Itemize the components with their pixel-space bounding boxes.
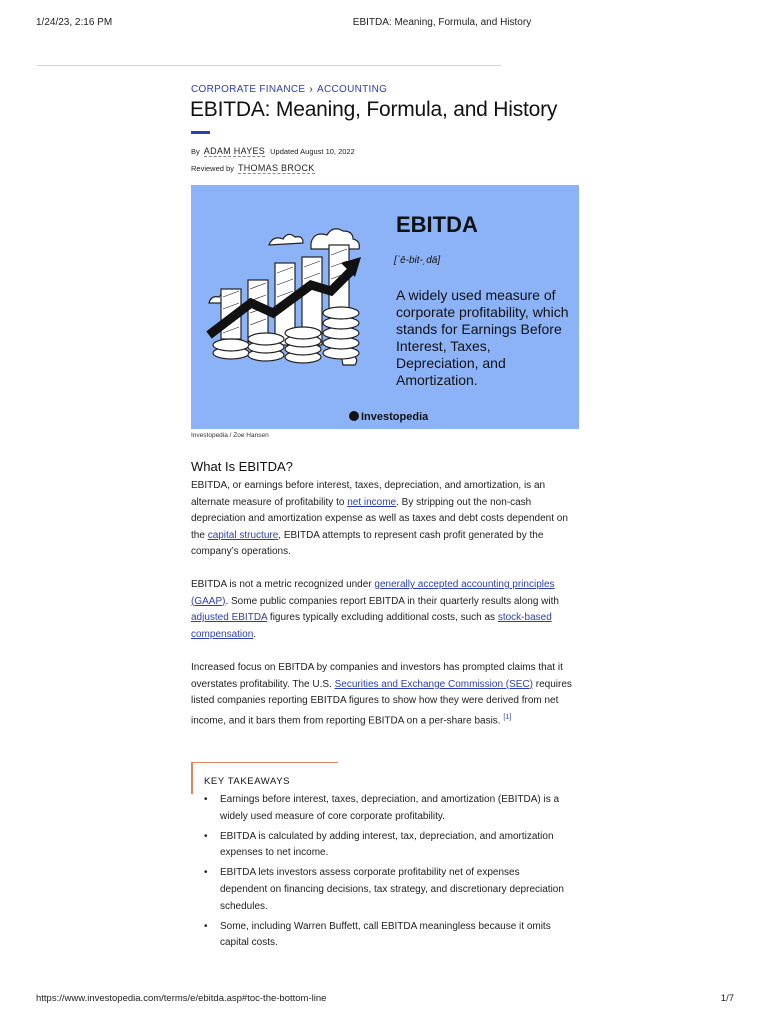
p1-text-c: , EBITDA attempts to represent cash profit generated by the company’s operations. <box>191 529 544 558</box>
link-capital-structure[interactable]: capital structure <box>207 529 279 541</box>
p2-text-d: . <box>253 628 257 640</box>
chart-illustration-icon <box>191 185 391 429</box>
print-title: EBITDA: Meaning, Formula, and History <box>352 17 532 28</box>
list-item: • EBITDA lets investors assess corporate profitability net of expenses dependent on financing decisions, tax strategy, and discretionary depreciation schedules. <box>204 865 564 915</box>
hero-definition: A widely used measure of corporate profitability, which stands for Earnings Before Interest, Taxes, Depreciation, and Amortization. <box>396 287 569 388</box>
paragraph-1 <box>191 478 583 561</box>
reviewer-link[interactable]: THOMAS BROCK <box>237 163 315 173</box>
p2-text-a: EBITDA is not a metric recognized under <box>191 579 375 590</box>
hero-pronunciation: [ˈē-bit-ˌdä] <box>394 255 441 266</box>
page-title: EBITDA: Meaning, Formula, and History <box>190 98 558 121</box>
by-label: By <box>191 147 200 156</box>
chevron-right-icon: › <box>309 84 314 95</box>
updated-date: Updated August 10, 2022 <box>270 147 355 156</box>
breadcrumb-accounting[interactable]: ACCOUNTING <box>317 84 388 95</box>
title-accent-bar <box>191 131 210 134</box>
p1-text-a: EBITDA, or earnings before interest, taxes, depreciation, and amortization, is an alternate measure of profitability to <box>191 480 546 508</box>
link-sec[interactable]: Securities and Exchange Commission (SEC) <box>334 678 534 690</box>
print-date: 1/24/23, 2:16 PM <box>36 17 113 28</box>
investopedia-logo-icon <box>349 411 359 421</box>
hero-brand-text: Investopedia <box>361 411 429 423</box>
key-takeaways-list <box>204 792 564 955</box>
p2-text-c: figures typically excluding additional costs, such as <box>267 612 498 624</box>
hero-title: EBITDA <box>396 212 478 237</box>
author-byline <box>191 146 355 156</box>
hero-brand <box>349 411 428 423</box>
link-net-income[interactable]: net income <box>347 496 397 508</box>
page-number: 1/7 <box>720 993 734 1004</box>
list-item: • Earnings before interest, taxes, depreciation, and amortization (EBITDA) is a widely used measure of core corporate profitability. <box>204 792 564 825</box>
reviewed-by-label: Reviewed by <box>191 164 234 173</box>
link-gaap[interactable]: generally accepted accounting principles (GAAP) <box>191 579 555 607</box>
top-divider <box>37 65 501 66</box>
list-item: • Some, including Warren Buffett, call EBITDA meaningless because it omits capital costs. <box>204 919 564 952</box>
paragraph-3 <box>191 660 583 730</box>
author-link[interactable]: ADAM HAYES <box>203 146 266 156</box>
link-stock-based-compensation[interactable]: stock-based compensation <box>191 612 552 640</box>
key-takeaways-label: KEY TAKEAWAYS <box>204 776 291 787</box>
breadcrumb-corporate-finance[interactable]: CORPORATE FINANCE <box>191 84 306 95</box>
reference-link[interactable]: [1] <box>503 713 512 721</box>
page-url: https://www.investopedia.com/terms/e/ebitda.asp#toc-the-bottom-line <box>36 993 327 1004</box>
list-item: • EBITDA is calculated by adding interest, tax, depreciation, and amortization expenses to net income. <box>204 829 564 862</box>
reviewer-byline <box>191 163 320 173</box>
link-adjusted-ebitda[interactable]: adjusted EBITDA <box>191 612 268 624</box>
breadcrumb <box>191 84 387 95</box>
hero-image <box>191 185 579 429</box>
section-heading: What Is EBITDA? <box>191 459 293 474</box>
p2-text-b: . Some public companies report EBITDA in their quarterly results along with <box>225 595 559 607</box>
image-credit: Investopedia / Zoe Hansen <box>191 432 269 439</box>
p3-text-b: requires listed companies reporting EBITDA figures to show how they were derived from net income, and it bars them from reporting EBITDA on a per-share basis. <box>191 678 572 727</box>
p1-text-b: . By stripping out the non-cash depreciation and amortization expense as well as taxes and debt costs dependent on the <box>191 496 568 541</box>
paragraph-2 <box>191 577 583 643</box>
p3-text-a: Increased focus on EBITDA by companies and investors has prompted claims that it overstates profitability. The U.S. <box>191 662 563 690</box>
